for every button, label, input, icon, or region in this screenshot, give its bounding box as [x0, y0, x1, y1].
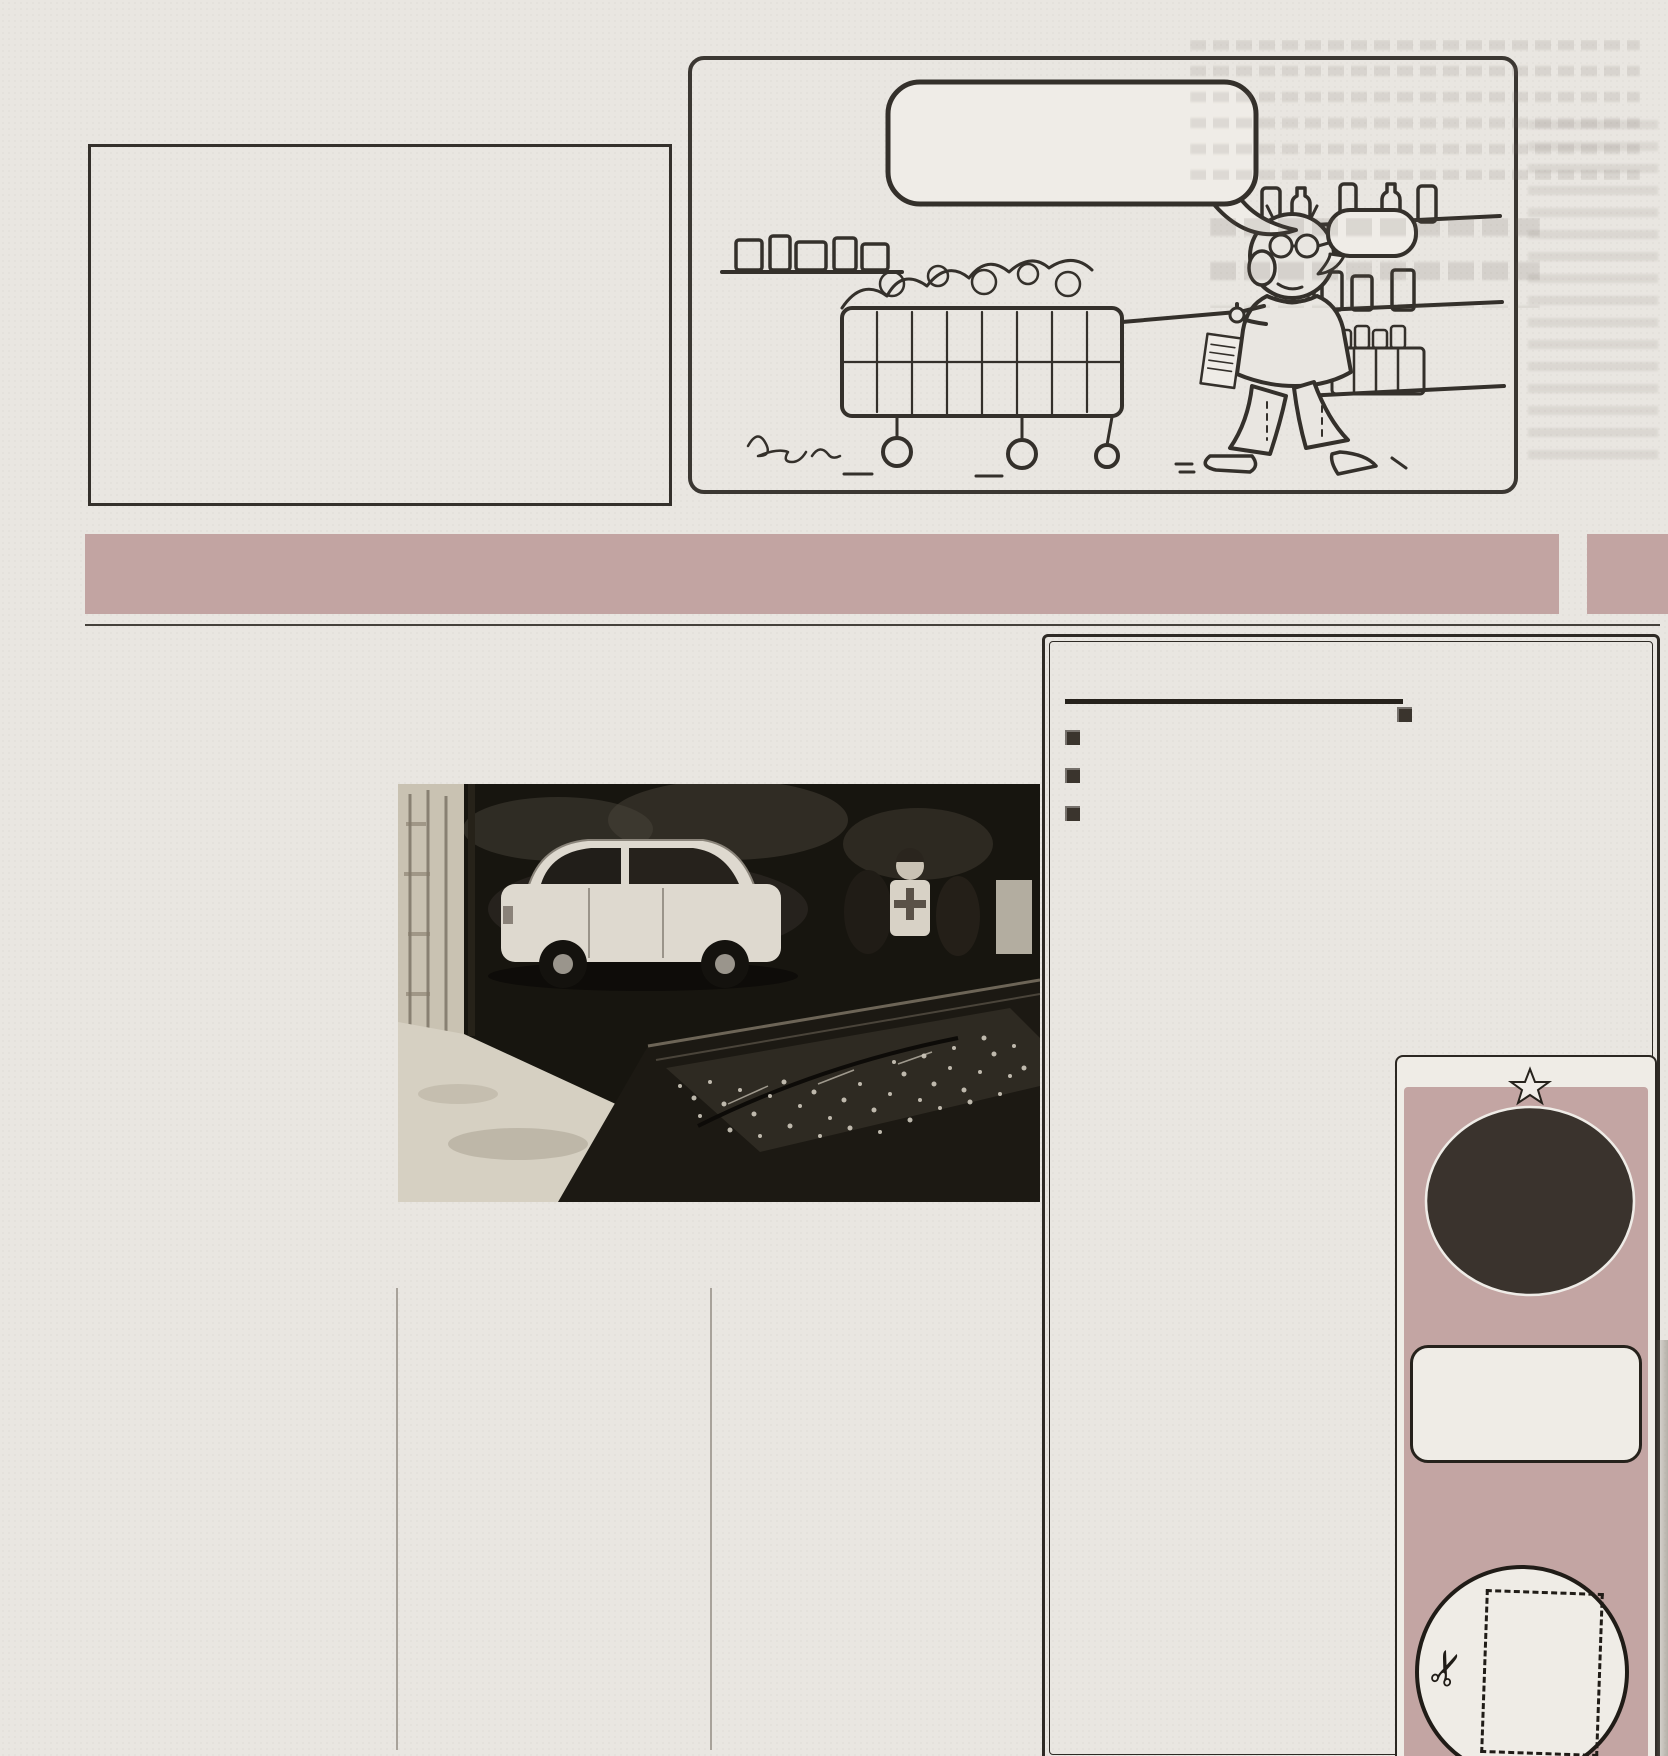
protagonistas-box [1042, 634, 1660, 1756]
print-bleed-through [1528, 120, 1658, 470]
news-item-ruiz [1065, 805, 1365, 827]
shopping-cart-icon [842, 260, 1237, 476]
section-banner [85, 534, 1559, 614]
protagonistas-column-left [1065, 713, 1365, 833]
news-item-monumento [1065, 729, 1365, 751]
bingo-logo [1402, 1065, 1650, 1331]
bingo-ball [1415, 1565, 1629, 1756]
shopping-list-icon [1201, 334, 1242, 388]
article-kicker-line2 [250, 682, 590, 705]
scan-edge-artifact [1654, 1340, 1668, 1756]
bullet-square-icon [1065, 806, 1080, 821]
cutout-dashed-border [1480, 1589, 1604, 1756]
speech-bubble [888, 82, 1296, 234]
protagonistas-column-right [1397, 707, 1647, 734]
bingo-azul-box [1410, 1345, 1642, 1463]
bullet-square-icon [1397, 707, 1412, 722]
title-underline [1065, 699, 1403, 704]
article-column-3 [728, 1282, 1038, 1292]
column-rule [710, 1288, 712, 1750]
article-column-2 [402, 1282, 692, 1296]
article-column-1 [90, 836, 392, 850]
scissors-icon: ✂ [1415, 1640, 1478, 1696]
bullet-square-icon [1065, 730, 1080, 745]
star-icon [1511, 1069, 1549, 1103]
news-item-papa [1065, 767, 1365, 789]
masthead-info-box [88, 144, 672, 506]
article-kicker-line1 [250, 640, 590, 663]
article-photo [398, 784, 1040, 1202]
divider-rule [85, 624, 1660, 626]
page-number [1587, 534, 1668, 614]
comic-drawing [692, 60, 1514, 490]
bullet-square-icon [1065, 768, 1080, 783]
news-item-miguel [1397, 707, 1647, 728]
comic-panel [688, 56, 1518, 494]
photo-crime-scene [398, 784, 1040, 1202]
column-rule [396, 1288, 398, 1750]
speech-bubble-small [1318, 210, 1416, 274]
bingo-ball-number [1488, 1606, 1600, 1610]
bingo-advert [1395, 1055, 1657, 1756]
bingo-ball-label [1485, 1700, 1597, 1704]
forges-signature [748, 436, 840, 462]
